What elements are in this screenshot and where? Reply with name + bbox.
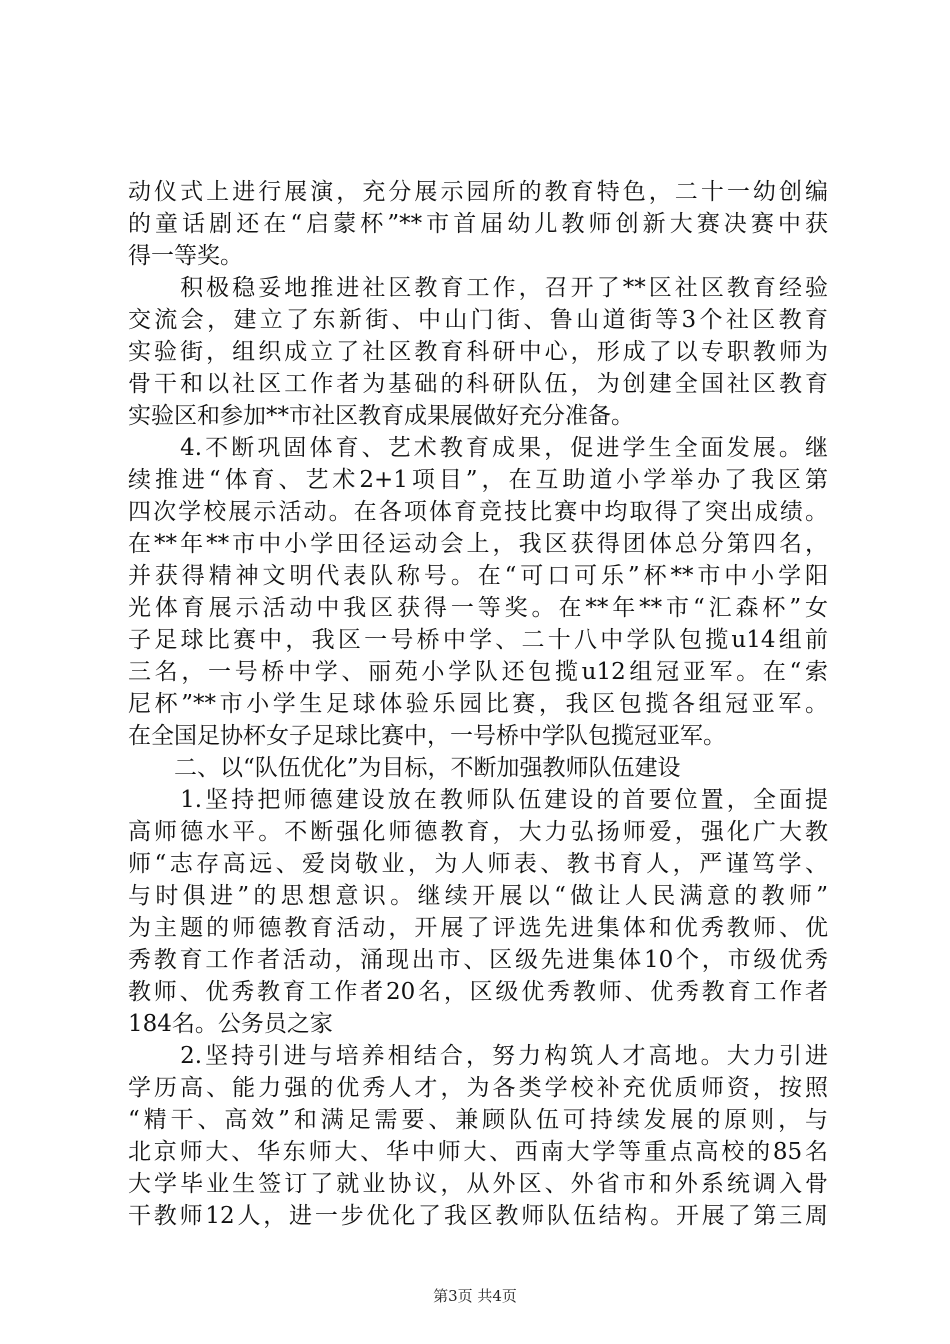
body-text — [128, 176, 828, 1232]
text-line: 师“志存高远、爱岗敬业，为人师表、教书育人，严谨笃学、 — [128, 851, 828, 877]
text-line: 动仪式上进行展演，充分展示园所的教育特色，二十一幼创编 — [128, 179, 828, 205]
text-line: “精干、高效”和满足需要、兼顾队伍可持续发展的原则，与 — [128, 1107, 828, 1133]
text-line: 实验区和参加**市社区教育成果展做好充分准备。 — [128, 403, 634, 429]
text-line: 交流会，建立了东新街、中山门街、鲁山道街等3个社区教育 — [128, 307, 828, 333]
text-line: 的童话剧还在“启蒙杯”**市首届幼儿教师创新大赛决赛中获 — [128, 211, 828, 237]
text-line: 秀教育工作者活动，涌现出市、区级先进集体10个，市级优秀 — [128, 947, 828, 973]
text-line: 并获得精神文明代表队称号。在“可口可乐”杯**市中小学阳 — [128, 563, 828, 589]
text-line: 子足球比赛中，我区一号桥中学、二十八中学队包揽u14组前 — [128, 627, 828, 653]
text-line: 大学毕业生签订了就业协议，从外区、外省市和外系统调入骨 — [128, 1171, 828, 1197]
text-line: 得一等奖。 — [128, 243, 243, 269]
text-line: 2.坚持引进与培养相结合，努力构筑人才高地。大力引进 — [128, 1043, 828, 1069]
text-line: 尼杯”**市小学生足球体验乐园比赛，我区包揽各组冠亚军。 — [128, 691, 828, 717]
text-line: 积极稳妥地推进社区教育工作，召开了**区社区教育经验 — [128, 275, 828, 301]
text-line: 骨干和以社区工作者为基础的科研队伍，为创建全国社区教育 — [128, 371, 828, 397]
text-line: 学历高、能力强的优秀人才，为各类学校补充优质师资，按照 — [128, 1075, 828, 1101]
text-line: 四次学校展示活动。在各项体育竞技比赛中均取得了突出成绩。 — [128, 499, 828, 525]
text-line: 教师、优秀教育工作者20名，区级优秀教师、优秀教育工作者 — [128, 979, 828, 1005]
text-line: 在**年**市中小学田径运动会上，我区获得团体总分第四名， — [128, 531, 828, 557]
text-line: 干教师12人，进一步优化了我区教师队伍结构。开展了第三周 — [128, 1203, 828, 1229]
text-line: 与时俱进”的思想意识。继续开展以“做让人民满意的教师” — [128, 883, 828, 909]
text-line: 实验街，组织成立了社区教育科研中心，形成了以专职教师为 — [128, 339, 828, 365]
text-line: 在全国足协杯女子足球比赛中，一号桥中学队包揽冠亚军。 — [128, 723, 726, 749]
page-footer: 第3页 共4页 — [433, 1287, 517, 1305]
text-line: 4.不断巩固体育、艺术教育成果，促进学生全面发展。继 — [128, 435, 828, 461]
text-line: 三名，一号桥中学、丽苑小学队还包揽u12组冠亚军。在“索 — [128, 659, 828, 685]
text-line: 为主题的师德教育活动，开展了评选先进集体和优秀教师、优 — [128, 915, 828, 941]
text-line: 光体育展示活动中我区获得一等奖。在**年**市“汇森杯”女 — [128, 595, 828, 621]
text-line: 北京师大、华东师大、华中师大、西南大学等重点高校的85名 — [128, 1139, 828, 1165]
text-line: 184名。公务员之家 — [128, 1011, 333, 1037]
text-line: 二、以“队伍优化”为目标，不断加强教师队伍建设 — [128, 755, 681, 781]
text-line: 1.坚持把师德建设放在教师队伍建设的首要位置，全面提 — [128, 787, 828, 813]
text-line: 续推进“体育、艺术2+1项目”，在互助道小学举办了我区第 — [128, 467, 828, 493]
text-line: 高师德水平。不断强化师德教育，大力弘扬师爱，强化广大教 — [128, 819, 828, 845]
